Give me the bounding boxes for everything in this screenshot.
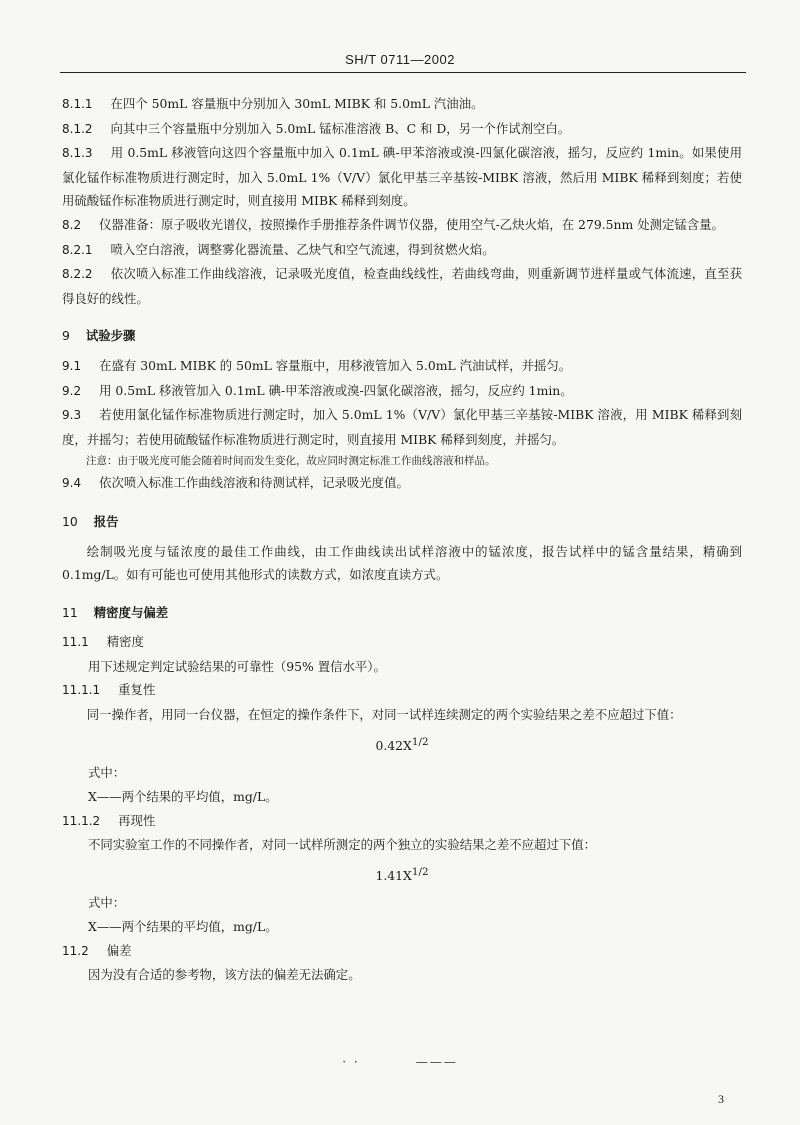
section-title: 试验步骤 xyxy=(85,328,136,344)
clause-title: 再现性 xyxy=(118,812,156,828)
clause-number: 8.2.1 xyxy=(62,242,93,257)
clause-title: 精密度 xyxy=(106,634,144,650)
section-number: 11 xyxy=(62,604,78,620)
clause-8-2-1 xyxy=(62,238,742,263)
section-number: 9 xyxy=(62,328,70,344)
clause-number: 8.2 xyxy=(62,217,82,232)
clause-8-2 xyxy=(62,213,742,238)
clause-11-1-heading xyxy=(62,630,742,655)
note: 注意：由于吸光度可能会随着时间而发生变化，故应同时测定标准工作曲线溶液和样品。 xyxy=(86,455,496,468)
clause-number: 11.1 xyxy=(62,635,89,650)
page-number: 3 xyxy=(718,1092,724,1106)
section-11-heading xyxy=(62,601,742,625)
clause-8-1-2 xyxy=(62,117,742,142)
variable-definition: X——两个结果的平均值，mg/L。 xyxy=(88,919,278,935)
formula-exponent: 1/2 xyxy=(411,735,429,748)
clause-9-3 xyxy=(62,403,742,451)
clause-number: 9.1 xyxy=(62,358,82,373)
clause-11-1-2-heading xyxy=(62,809,742,834)
clause-11-1-1-heading xyxy=(62,678,742,703)
clause-number: 8.1.3 xyxy=(62,146,93,161)
clause-title: 偏差 xyxy=(106,942,132,958)
section-10-heading xyxy=(62,510,742,534)
formula-body: 1.41X xyxy=(375,867,412,883)
precision-paragraph: 用下述规定判定试验结果的可靠性（95% 置信水平）。 xyxy=(88,658,386,674)
clause-text: 喷入空白溶液，调整雾化器流量、乙炔气和空气流速，得到贫燃火焰。 xyxy=(110,241,495,257)
section-title: 报告 xyxy=(93,513,119,529)
where-label: 式中： xyxy=(88,895,126,911)
section-9-heading xyxy=(62,324,742,348)
document-body xyxy=(62,92,742,987)
clause-number: 8.1.2 xyxy=(62,121,93,136)
clause-number: 11.2 xyxy=(62,943,89,958)
report-paragraph: 绘制吸光度与锰浓度的最佳工作曲线，由工作曲线读出试样溶液中的锰浓度，报告试样中的锰含量结果，精确到 0.1mg/L。如有可能也可使用其他形式的读数方式，如浓度直读方式。 xyxy=(62,543,742,583)
clause-number: 8.2.2 xyxy=(62,267,93,282)
clause-title: 重复性 xyxy=(118,682,156,698)
clause-9-1 xyxy=(62,354,742,379)
repeatability-formula xyxy=(62,731,742,758)
clause-text: 依次喷入标准工作曲线溶液和待测试样，记录吸光度值。 xyxy=(99,475,409,491)
header-rule xyxy=(60,72,746,73)
bias-paragraph: 因为没有合适的参考物，该方法的偏差无法确定。 xyxy=(88,967,361,983)
clause-number: 9.4 xyxy=(62,476,82,491)
clause-text: 仪器准备：原子吸收光谱仪，按照操作手册推荐条件调节仪器，使用空气-乙炔火焰，在 279.5nm 处测定锰含量。 xyxy=(99,216,724,232)
clause-11-2-heading xyxy=(62,939,742,964)
clause-text: 用 0.5mL 移液管加入 0.1mL 碘-甲苯溶液或溴-四氯化碳溶液，摇匀，反应约 1min。 xyxy=(99,382,573,398)
clause-9-4 xyxy=(62,471,742,496)
end-of-document-mark: · · ——— xyxy=(342,1055,458,1069)
clause-number: 8.1.1 xyxy=(62,97,93,111)
clause-text: 向其中三个容量瓶中分别加入 5.0mL 锰标准溶液 B、C 和 D，另一个作试剂空白。 xyxy=(110,120,571,136)
clause-number: 11.1.1 xyxy=(62,683,101,698)
reproducibility-formula xyxy=(62,861,742,888)
formula-exponent: 1/2 xyxy=(411,865,429,878)
clause-8-2-2 xyxy=(62,262,742,310)
where-label: 式中： xyxy=(88,765,126,781)
repeatability-paragraph: 同一操作者，用同一台仪器，在恒定的操作条件下，对同一试样连续测定的两个实验结果之差不应超过下值： xyxy=(86,707,682,723)
clause-text: 在四个 50mL 容量瓶中分别加入 30mL MIBK 和 5.0mL 汽油油。 xyxy=(110,96,484,111)
clause-number: 9.3 xyxy=(62,408,82,423)
clause-8-1-1 xyxy=(62,92,742,117)
clause-text: 在盛有 30mL MIBK 的 50mL 容量瓶中，用移液管加入 5.0mL 汽油试样，并摇匀。 xyxy=(99,357,572,373)
clause-text: 依次喷入标准工作曲线溶液，记录吸光度值，检查曲线线性，若曲线弯曲，则重新调节进样量或气体流速，直至获得良好的线性。 xyxy=(62,266,742,306)
formula-body: 0.42X xyxy=(375,737,412,753)
section-title: 精密度与偏差 xyxy=(93,604,169,620)
clause-number: 9.2 xyxy=(62,383,82,398)
clause-9-2 xyxy=(62,379,742,404)
clause-text: 若使用氯化锰作标准物质进行测定时，加入 5.0mL 1%（V/V）氯化甲基三辛基铵-MIBK 溶液，用 MIBK 稀释到刻度，并摇匀；若使用硫酸锰作标准物质进行测定时，则直接用 MIBK 稀释到刻度，并摇匀。 xyxy=(62,407,742,447)
variable-definition: X——两个结果的平均值，mg/L。 xyxy=(88,788,278,804)
clause-number: 11.1.2 xyxy=(62,813,101,828)
clause-text: 用 0.5mL 移液管向这四个容量瓶中加入 0.1mL 碘-甲苯溶液或溴-四氯化碳溶液，摇匀，反应约 1min。如果使用氯化锰作标准物质进行测定时，加入 5.0mL 1%（V/V）氯化甲基三辛基铵-MIBK 溶液，然后用 MIBK 稀释到刻度；若使用硫酸锰作标准物质进行测定时，则直接用 MIBK 稀释到刻度。 xyxy=(62,145,742,209)
reproducibility-paragraph: 不同实验室工作的不同操作者，对同一试样所测定的两个独立的实验结果之差不应超过下值： xyxy=(88,837,597,853)
standard-code: SH/T 0711—2002 xyxy=(345,52,455,67)
section-number: 10 xyxy=(62,513,78,529)
clause-8-1-3 xyxy=(62,141,742,213)
